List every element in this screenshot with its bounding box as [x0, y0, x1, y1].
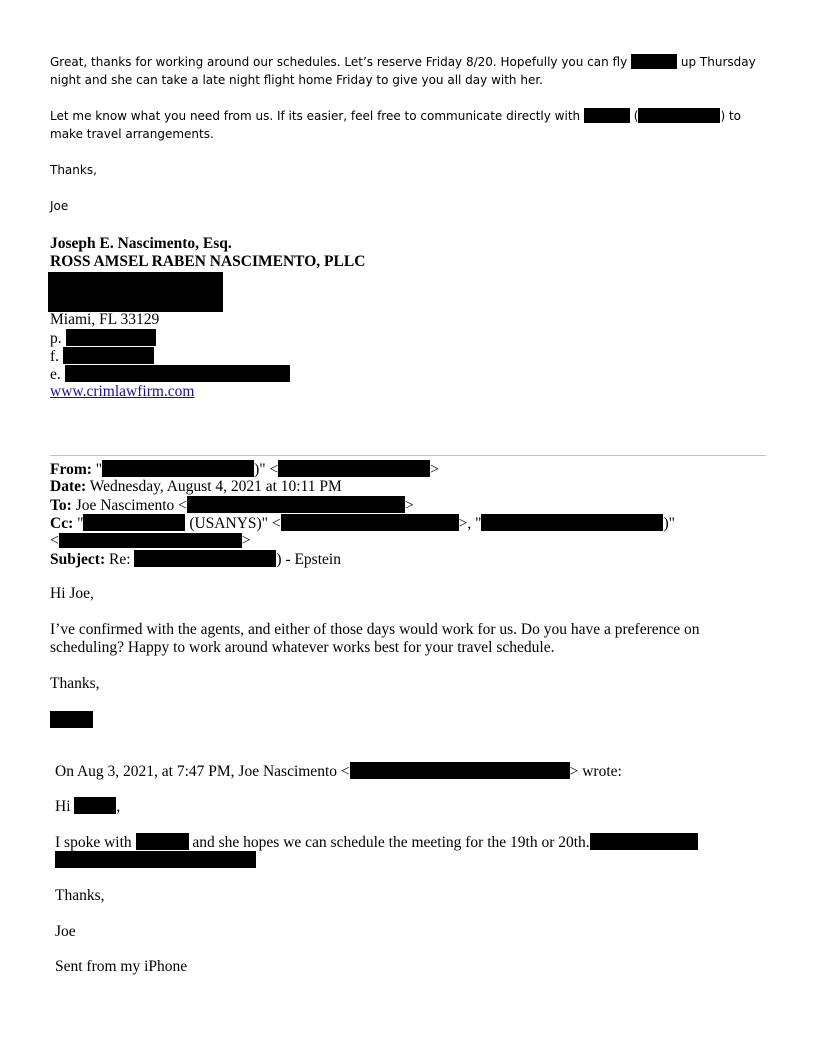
redaction-box	[638, 108, 720, 123]
reply-paragraph-1-cont: night and she can take a late night flight home Friday to give you all day with her.	[50, 73, 543, 87]
header-to: To: Joe Nascimento < >	[50, 497, 414, 514]
quoted-intro: On Aug 3, 2021, at 7:47 PM, Joe Nascimento < > wrote:	[55, 763, 622, 780]
header-date: Date: Wednesday, August 4, 2021 at 10:11 PM	[50, 478, 342, 495]
message-body-1: I’ve confirmed with the agents, and either of those days would work for us. Do you have a preference on	[50, 621, 700, 638]
redaction-box	[136, 833, 189, 850]
quoted-sign: Joe	[55, 923, 76, 940]
quoted-greeting: Hi ,	[55, 798, 121, 815]
redaction-box	[481, 514, 663, 531]
signature-email: e.	[50, 365, 290, 384]
redaction-box	[102, 460, 254, 477]
redaction-box	[63, 347, 154, 364]
redaction-box	[134, 550, 276, 567]
redaction-box	[590, 833, 698, 850]
website-link[interactable]: www.crimlawfirm.com	[50, 383, 195, 400]
redaction-box	[278, 460, 430, 477]
message-body-2: scheduling? Happy to work around whatever works best for your travel schedule.	[50, 639, 555, 656]
signature-name: Joseph E. Nascimento, Esq.	[50, 235, 232, 252]
signature-fax: f.	[50, 347, 154, 366]
quoted-footer: Sent from my iPhone	[55, 958, 188, 975]
reply-sign: Joe	[50, 199, 69, 213]
signature-website	[50, 383, 194, 401]
message-separator	[50, 455, 766, 456]
redaction-box	[281, 514, 459, 531]
redaction-box	[65, 365, 290, 382]
quoted-thanks: Thanks,	[55, 887, 105, 904]
header-from: From: " )" < >	[50, 461, 439, 478]
message-thanks: Thanks,	[50, 675, 100, 692]
header-cc: Cc: " (USANYS)" < >, " )"	[50, 515, 675, 532]
reply-paragraph-2-cont: make travel arrangements.	[50, 127, 214, 141]
header-cc-cont: < >	[50, 532, 251, 549]
redaction-box	[50, 711, 93, 728]
redaction-box	[83, 514, 185, 531]
message-greeting: Hi Joe,	[50, 585, 94, 602]
redaction-box	[584, 108, 630, 123]
signature-city: Miami, FL 33129	[50, 311, 160, 328]
redaction-box	[59, 533, 242, 548]
redaction-box	[631, 54, 677, 69]
redaction-box	[66, 329, 156, 346]
redaction-box	[55, 851, 256, 868]
quoted-body: I spoke with and she hopes we can schedule the meeting for the 19th or 20th.	[55, 833, 698, 852]
redaction-box	[350, 762, 570, 779]
reply-thanks: Thanks,	[50, 163, 97, 177]
header-subject: Subject: Re: ) - Epstein	[50, 551, 341, 568]
reply-paragraph-2: Let me know what you need from us. If its easier, feel free to communicate directly with ( ) to	[50, 109, 742, 123]
signature-phone: p.	[50, 329, 156, 348]
redaction-box	[48, 272, 223, 312]
reply-paragraph-1: Great, thanks for working around our schedules. Let’s reserve Friday 8/20. Hopefully you can fly up Thursday	[50, 55, 756, 69]
redaction-box	[74, 797, 116, 814]
redaction-box	[187, 496, 405, 513]
signature-firm: ROSS AMSEL RABEN NASCIMENTO, PLLC	[50, 253, 366, 270]
